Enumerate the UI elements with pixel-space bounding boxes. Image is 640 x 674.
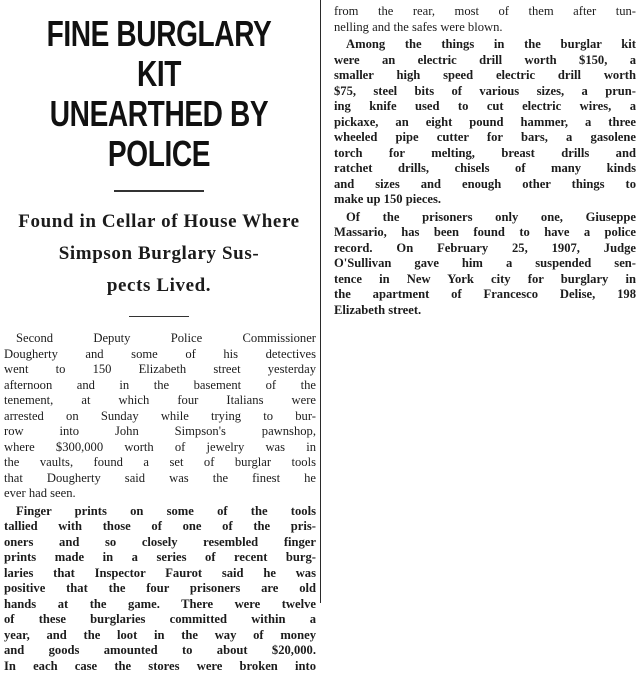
text-line: Among the things in the burglar kit — [334, 37, 636, 53]
headline — [35, 0, 283, 174]
text-line: make up 150 pieces. — [334, 192, 636, 208]
article-body-left — [0, 331, 318, 674]
subheadline — [0, 206, 318, 302]
text-line: pickaxe, an eight pound hammer, a three — [334, 115, 636, 131]
text-line: tallied with those of one of the pris- — [4, 519, 316, 535]
text-line: smaller high speed electric drill worth — [334, 68, 636, 84]
subheadline-divider — [129, 316, 189, 317]
text-line: O'Sullivan gave him a suspended sen- — [334, 256, 636, 272]
text-line: tence in New York city for burglary in — [334, 272, 636, 288]
text-line: wheeled pipe cutter for bars, a gasolene — [334, 130, 636, 146]
text-line: $75, steel bits of various sizes, a prun- — [334, 84, 636, 100]
text-line: Elizabeth street. — [334, 303, 636, 319]
text-line: Dougherty and some of his detectives — [4, 347, 316, 363]
text-line: laries that Inspector Faurot said he was — [4, 566, 316, 582]
headline-divider — [114, 190, 204, 192]
text-line: afternoon and in the basement of the — [4, 378, 316, 394]
right-column — [330, 0, 638, 603]
text-line: record. On February 25, 1907, Judge — [334, 241, 636, 257]
text-line: Of the prisoners only one, Giuseppe — [334, 210, 636, 226]
paragraph — [334, 37, 636, 208]
text-line: Second Deputy Police Commissioner — [4, 331, 316, 347]
paragraph — [334, 4, 636, 35]
column-divider — [320, 0, 321, 603]
text-line: the vaults, found a set of burglar tools — [4, 455, 316, 471]
text-line: positive that the four prisoners are old — [4, 581, 316, 597]
text-line: year, and the loot in the way of money — [4, 628, 316, 644]
paragraph — [4, 331, 316, 502]
text-line: ever had seen. — [4, 486, 316, 502]
subheadline-line-1: Found in Cellar of House Where — [6, 206, 312, 238]
headline-line-2: UNEARTHED BY POLICE — [35, 94, 283, 174]
text-line: row into John Simpson's pawnshop, — [4, 424, 316, 440]
subheadline-line-2: Simpson Burglary Sus- — [6, 238, 312, 270]
text-line: tenement, at which four Italians were — [4, 393, 316, 409]
left-column — [0, 0, 318, 603]
text-line: hands at the game. There were twelve — [4, 597, 316, 613]
text-line: that Dougherty said was the finest he — [4, 471, 316, 487]
headline-line-1: FINE BURGLARY KIT — [35, 14, 283, 94]
text-line: torch for melting, breast drills and — [334, 146, 636, 162]
text-line: and goods amounted to about $20,000. — [4, 643, 316, 659]
text-line: of these burglaries committed within a — [4, 612, 316, 628]
text-line: from the rear, most of them after tun- — [334, 4, 636, 20]
text-line: Finger prints on some of the tools — [4, 504, 316, 520]
text-line: ratchet drills, chisels of many kinds — [334, 161, 636, 177]
paragraph — [334, 210, 636, 319]
text-line: Massario, has been found to have a police — [334, 225, 636, 241]
text-line: prints made in a series of recent burg- — [4, 550, 316, 566]
subheadline-line-3: pects Lived. — [6, 270, 312, 302]
text-line: nelling and the safes were blown. — [334, 20, 636, 36]
text-line: went to 150 Elizabeth street yesterday — [4, 362, 316, 378]
text-line: ing knife used to cut electric wires, a — [334, 99, 636, 115]
paragraph — [4, 504, 316, 674]
text-line: the apartment of Francesco Delise, 198 — [334, 287, 636, 303]
text-line: oners and so closely resembled finger — [4, 535, 316, 551]
text-line: where $300,000 worth of jewelry was in — [4, 440, 316, 456]
text-line: were an electric drill worth $150, a — [334, 53, 636, 69]
text-line: and sizes and enough other things to — [334, 177, 636, 193]
article-body-right — [330, 0, 638, 318]
text-line: arrested on Sunday while trying to bur- — [4, 409, 316, 425]
text-line: In each case the stores were broken into — [4, 659, 316, 674]
